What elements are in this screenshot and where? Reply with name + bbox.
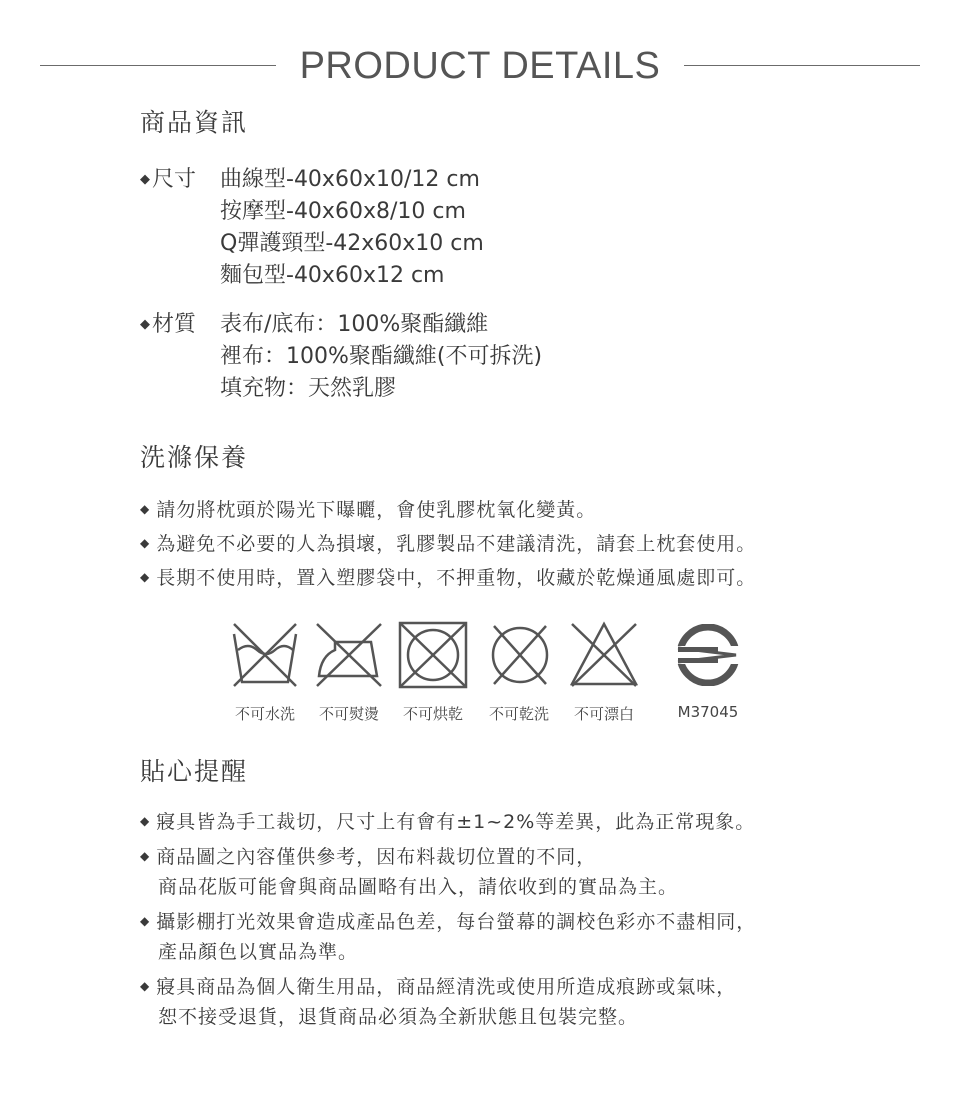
no-iron-icon xyxy=(313,620,385,690)
section-title-care: 洗滌保養 xyxy=(140,443,249,472)
list-item: ◆ 商品圖之內容僅供參考，因布料裁切位置的不同， 商品花版可能會與商品圖略有出入，請依收到的實品為主。 xyxy=(140,846,679,898)
spec-size-values xyxy=(220,164,484,292)
size-line: 麵包型-40x60x12 cm xyxy=(220,263,445,288)
no-dry-clean-icon xyxy=(489,620,551,690)
icon-label: 不可熨燙 xyxy=(318,705,379,723)
list-item: ◆ 攝影棚打光效果會造成產品色差，每台螢幕的調校色彩亦不盡相同， 產品顏色以實品為準。 xyxy=(140,911,757,963)
no-tumble-dry-icon xyxy=(397,620,469,690)
icon-label: 不可水洗 xyxy=(234,705,295,723)
bullet-diamond-icon: ◆ xyxy=(140,849,151,863)
list-item: ◆ 為避免不必要的人為損壞，乳膠製品不建議清洗，請套上枕套使用。 xyxy=(140,533,757,555)
icon-label: 不可乾洗 xyxy=(488,705,549,723)
bullet-diamond-icon: ◆ xyxy=(140,979,151,993)
certification-mark-icon xyxy=(672,624,744,686)
section-title-reminder: 貼心提醒 xyxy=(140,757,249,786)
certification-number: M37045 xyxy=(677,703,739,721)
bullet-diamond-icon: ◆ xyxy=(140,317,150,332)
page-title: PRODUCT DETAILS xyxy=(299,45,661,87)
spec-size-label: ◆尺寸 xyxy=(140,167,197,192)
bullet-diamond-icon: ◆ xyxy=(140,172,150,187)
list-item: ◆ 請勿將枕頭於陽光下曝曬，會使乳膠枕氧化變黃。 xyxy=(140,499,597,521)
material-line: 裡布：100%聚酯纖維(不可拆洗) xyxy=(220,344,543,369)
bullet-diamond-icon: ◆ xyxy=(140,814,151,828)
bullet-diamond-icon: ◆ xyxy=(140,914,151,928)
icon-label: 不可漂白 xyxy=(573,705,634,723)
icon-label: 不可烘乾 xyxy=(402,705,463,723)
bullet-diamond-icon: ◆ xyxy=(140,502,151,516)
care-symbols xyxy=(0,620,960,730)
no-wash-icon xyxy=(230,620,300,690)
size-line: Q彈護頸型-42x60x10 cm xyxy=(220,231,484,256)
section-title-info: 商品資訊 xyxy=(140,108,249,137)
list-item: ◆ 寢具皆為手工裁切，尺寸上有會有±1~2%等差異，此為正常現象。 xyxy=(140,811,756,833)
bullet-diamond-icon: ◆ xyxy=(140,536,151,550)
spec-material-values xyxy=(220,309,542,405)
material-line: 表布/底布：100%聚酯纖維 xyxy=(220,312,489,337)
size-line: 曲線型-40x60x10/12 cm xyxy=(220,167,480,192)
header-divider-right xyxy=(684,65,920,66)
size-line: 按摩型-40x60x8/10 cm xyxy=(220,199,466,224)
list-item: ◆ 寢具商品為個人衛生用品，商品經清洗或使用所造成痕跡或氣味， 恕不接受退貨，退貨商品必須為全新狀態且包裝完整。 xyxy=(140,976,737,1028)
spec-material-label: ◆材質 xyxy=(140,312,197,337)
reminder-list xyxy=(140,806,756,1032)
no-bleach-icon xyxy=(568,620,640,690)
page-header xyxy=(40,40,920,92)
care-list xyxy=(140,497,756,599)
bullet-diamond-icon: ◆ xyxy=(140,570,151,584)
list-item: ◆ 長期不使用時，置入塑膠袋中，不押重物，收藏於乾燥通風處即可。 xyxy=(140,567,757,589)
material-line: 填充物：天然乳膠 xyxy=(220,376,397,401)
